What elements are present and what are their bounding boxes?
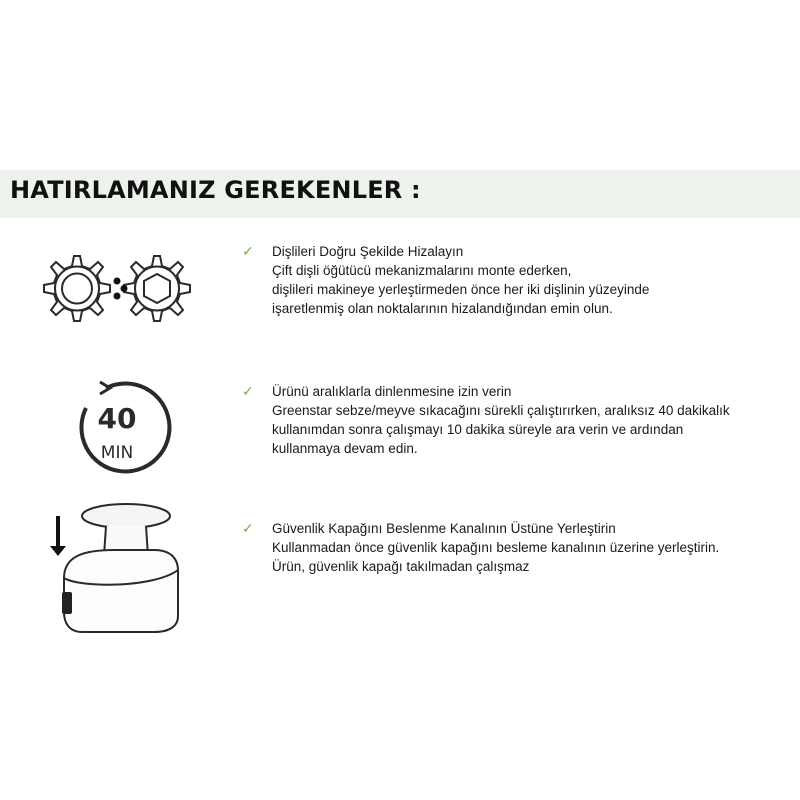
item-title: Güvenlik Kapağını Beslenme Kanalının Üstüne Yerleştirin xyxy=(272,521,616,536)
item-line: Kullanmadan önce güvenlik kapağını besleme kanalının üzerine yerleştirin. xyxy=(272,540,720,555)
item-line: dişlileri makineye yerleştirmeden önce her iki dişlinin yüzeyinde xyxy=(272,282,650,297)
gears-icon xyxy=(26,238,206,338)
check-icon: ✓ xyxy=(242,244,254,260)
list-item xyxy=(242,382,792,458)
timer-value: 40 xyxy=(97,402,137,435)
timer-unit: MIN xyxy=(100,443,134,463)
check-icon: ✓ xyxy=(242,384,254,400)
timer-40-min-icon xyxy=(62,378,172,488)
safety-cap-icon xyxy=(44,498,194,648)
check-icon: ✓ xyxy=(242,521,254,537)
item-line: Çift dişli öğütücü mekanizmalarını monte ederken, xyxy=(272,263,572,278)
item-line: işaretlenmiş olan noktalarının hizalandığından emin olun. xyxy=(272,301,613,316)
page-title: HATIRLAMANIZ GEREKENLER : xyxy=(10,176,421,204)
item-line: Greenstar sebze/meyve sıkacağını sürekli çalıştırırken, aralıksız 40 dakikalık xyxy=(272,403,730,418)
item-line: kullanmaya devam edin. xyxy=(272,441,418,456)
item-title: Dişlileri Doğru Şekilde Hizalayın xyxy=(272,244,464,259)
item-line: Ürün, güvenlik kapağı takılmadan çalışmaz xyxy=(272,559,530,574)
list-item xyxy=(242,242,792,318)
list-item xyxy=(242,519,792,576)
item-line: kullanımdan sonra çalışmayı 10 dakika süreyle ara verin ve ardından xyxy=(272,422,684,437)
item-title: Ürünü aralıklarla dinlenmesine izin verin xyxy=(272,384,512,399)
